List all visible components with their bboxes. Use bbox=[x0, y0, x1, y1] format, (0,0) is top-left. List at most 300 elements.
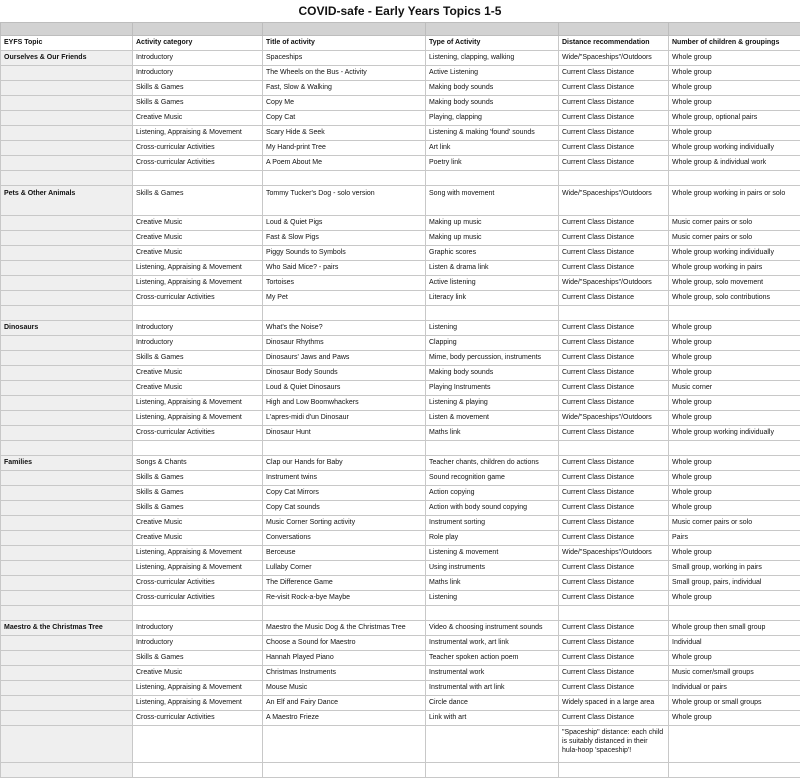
empty-cell[interactable] bbox=[559, 171, 669, 186]
activity-cell[interactable]: What's the Noise? bbox=[263, 321, 426, 336]
type-cell[interactable]: Listening bbox=[426, 591, 559, 606]
activity-cell[interactable]: Dinosaur Hunt bbox=[263, 426, 426, 441]
category-cell[interactable]: Cross-curricular Activities bbox=[133, 291, 263, 306]
empty-cell[interactable] bbox=[559, 606, 669, 621]
activity-cell[interactable]: Copy Cat sounds bbox=[263, 501, 426, 516]
table-row bbox=[1, 426, 800, 441]
distance-cell[interactable]: Current Class Distance bbox=[559, 81, 669, 96]
category-cell[interactable]: Skills & Games bbox=[133, 471, 263, 486]
type-cell[interactable]: Active Listening bbox=[426, 66, 559, 81]
groups-cell[interactable]: Whole group bbox=[669, 336, 800, 351]
empty-cell[interactable] bbox=[559, 763, 669, 778]
category-cell[interactable]: Listening, Appraising & Movement bbox=[133, 126, 263, 141]
topic-cell[interactable]: Dinosaurs bbox=[1, 321, 133, 336]
groups-cell[interactable]: Whole group bbox=[669, 96, 800, 111]
category-cell[interactable]: Creative Music bbox=[133, 111, 263, 126]
groups-cell[interactable]: Whole group bbox=[669, 546, 800, 561]
type-cell[interactable]: Making up music bbox=[426, 216, 559, 231]
distance-cell[interactable]: Current Class Distance bbox=[559, 231, 669, 246]
activity-cell[interactable]: Music Corner Sorting activity bbox=[263, 516, 426, 531]
topic-cell-empty[interactable] bbox=[1, 546, 133, 561]
category-cell[interactable]: Creative Music bbox=[133, 216, 263, 231]
groups-cell[interactable]: Individual or pairs bbox=[669, 681, 800, 696]
type-cell[interactable]: Maths link bbox=[426, 426, 559, 441]
category-cell[interactable]: Creative Music bbox=[133, 516, 263, 531]
groups-cell[interactable]: Whole group bbox=[669, 471, 800, 486]
distance-cell[interactable]: Current Class Distance bbox=[559, 261, 669, 276]
activity-cell[interactable]: Christmas Instruments bbox=[263, 666, 426, 681]
table-row bbox=[1, 66, 800, 81]
activity-cell[interactable]: Maestro the Music Dog & the Christmas Tree bbox=[263, 621, 426, 636]
groups-cell[interactable]: Whole group bbox=[669, 81, 800, 96]
groups-cell[interactable]: Whole group, solo movement bbox=[669, 276, 800, 291]
activity-cell[interactable]: Dinosaur Rhythms bbox=[263, 336, 426, 351]
groups-cell[interactable]: Whole group working individually bbox=[669, 141, 800, 156]
activity-cell[interactable]: Lullaby Corner bbox=[263, 561, 426, 576]
distance-cell[interactable]: Current Class Distance bbox=[559, 561, 669, 576]
topic-cell-empty[interactable] bbox=[1, 216, 133, 231]
distance-cell[interactable]: Wide/"Spaceships"/Outdoors bbox=[559, 276, 669, 291]
groups-cell[interactable]: Whole group, solo contributions bbox=[669, 291, 800, 306]
topic-cell-empty[interactable] bbox=[1, 531, 133, 546]
distance-cell[interactable]: Current Class Distance bbox=[559, 111, 669, 126]
activity-cell[interactable]: My Hand-print Tree bbox=[263, 141, 426, 156]
activity-cell[interactable]: Choose a Sound for Maestro bbox=[263, 636, 426, 651]
distance-cell[interactable]: Current Class Distance bbox=[559, 621, 669, 636]
distance-cell[interactable]: Current Class Distance bbox=[559, 351, 669, 366]
type-cell[interactable]: Art link bbox=[426, 141, 559, 156]
activity-cell[interactable]: Copy Me bbox=[263, 96, 426, 111]
category-cell[interactable]: Cross-curricular Activities bbox=[133, 591, 263, 606]
category-cell[interactable]: Creative Music bbox=[133, 366, 263, 381]
empty-cell[interactable] bbox=[1, 726, 133, 763]
type-cell[interactable]: Teacher spoken action poem bbox=[426, 651, 559, 666]
groups-cell[interactable]: Whole group bbox=[669, 711, 800, 726]
category-cell[interactable]: Creative Music bbox=[133, 531, 263, 546]
topic-cell-empty[interactable] bbox=[1, 111, 133, 126]
distance-cell[interactable]: Current Class Distance bbox=[559, 156, 669, 171]
category-cell[interactable]: Introductory bbox=[133, 66, 263, 81]
activity-cell[interactable]: Clap our Hands for Baby bbox=[263, 456, 426, 471]
groups-cell[interactable]: Whole group or small groups bbox=[669, 696, 800, 711]
empty-cell[interactable] bbox=[559, 306, 669, 321]
table-row bbox=[1, 156, 800, 171]
empty-cell[interactable] bbox=[1, 606, 133, 621]
topic-cell-empty[interactable] bbox=[1, 66, 133, 81]
category-cell[interactable]: Introductory bbox=[133, 321, 263, 336]
distance-cell[interactable]: Current Class Distance bbox=[559, 516, 669, 531]
activity-cell[interactable]: Hannah Played Piano bbox=[263, 651, 426, 666]
category-cell[interactable]: Creative Music bbox=[133, 231, 263, 246]
type-cell[interactable]: Active listening bbox=[426, 276, 559, 291]
empty-cell[interactable] bbox=[426, 171, 559, 186]
table-row bbox=[1, 456, 800, 471]
distance-cell[interactable]: Current Class Distance bbox=[559, 501, 669, 516]
topic-cell-empty[interactable] bbox=[1, 381, 133, 396]
distance-cell[interactable]: Current Class Distance bbox=[559, 96, 669, 111]
header-category[interactable]: Activity category bbox=[133, 36, 263, 51]
empty-cell[interactable] bbox=[669, 726, 800, 763]
groups-cell[interactable]: Whole group bbox=[669, 486, 800, 501]
topic-cell-empty[interactable] bbox=[1, 501, 133, 516]
activity-cell[interactable]: Mouse Music bbox=[263, 681, 426, 696]
empty-cell[interactable] bbox=[263, 763, 426, 778]
header-groups[interactable]: Number of children & groupings bbox=[669, 36, 800, 51]
type-cell[interactable]: Listening & playing bbox=[426, 396, 559, 411]
type-cell[interactable]: Mime, body percussion, instruments bbox=[426, 351, 559, 366]
table-row bbox=[1, 546, 800, 561]
distance-cell[interactable]: Current Class Distance bbox=[559, 486, 669, 501]
topic-cell[interactable]: Ourselves & Our Friends bbox=[1, 51, 133, 66]
type-cell[interactable]: Video & choosing instrument sounds bbox=[426, 621, 559, 636]
category-cell[interactable]: Introductory bbox=[133, 336, 263, 351]
table-row bbox=[1, 186, 800, 216]
header-topic[interactable]: EYFS Topic bbox=[1, 36, 133, 51]
distance-cell[interactable]: Widely spaced in a large area bbox=[559, 696, 669, 711]
type-cell[interactable]: Playing Instruments bbox=[426, 381, 559, 396]
category-cell[interactable]: Listening, Appraising & Movement bbox=[133, 276, 263, 291]
distance-cell[interactable]: Current Class Distance bbox=[559, 456, 669, 471]
activity-cell[interactable]: Instrument twins bbox=[263, 471, 426, 486]
type-cell[interactable]: Listening & making 'found' sounds bbox=[426, 126, 559, 141]
topic-cell-empty[interactable] bbox=[1, 366, 133, 381]
topic-cell[interactable]: Maestro & the Christmas Tree bbox=[1, 621, 133, 636]
groups-cell[interactable]: Music corner pairs or solo bbox=[669, 216, 800, 231]
activity-cell[interactable]: The Difference Game bbox=[263, 576, 426, 591]
header-distance[interactable]: Distance recommendation bbox=[559, 36, 669, 51]
category-cell[interactable]: Skills & Games bbox=[133, 651, 263, 666]
distance-cell[interactable]: Current Class Distance bbox=[559, 426, 669, 441]
distance-cell[interactable]: Current Class Distance bbox=[559, 711, 669, 726]
distance-cell[interactable]: Current Class Distance bbox=[559, 396, 669, 411]
type-cell[interactable]: Graphic scores bbox=[426, 246, 559, 261]
type-cell[interactable]: Literacy link bbox=[426, 291, 559, 306]
category-cell[interactable]: Cross-curricular Activities bbox=[133, 711, 263, 726]
table-row bbox=[1, 636, 800, 651]
category-cell[interactable]: Listening, Appraising & Movement bbox=[133, 411, 263, 426]
category-cell[interactable]: Cross-curricular Activities bbox=[133, 426, 263, 441]
topic-cell-empty[interactable] bbox=[1, 291, 133, 306]
topic-cell-empty[interactable] bbox=[1, 681, 133, 696]
type-cell[interactable]: Using instruments bbox=[426, 561, 559, 576]
groups-cell[interactable]: Whole group bbox=[669, 51, 800, 66]
groups-cell[interactable]: Whole group, optional pairs bbox=[669, 111, 800, 126]
topic-cell-empty[interactable] bbox=[1, 351, 133, 366]
distance-cell[interactable]: Current Class Distance bbox=[559, 651, 669, 666]
distance-cell[interactable]: Current Class Distance bbox=[559, 141, 669, 156]
empty-cell[interactable] bbox=[263, 606, 426, 621]
empty-cell[interactable] bbox=[426, 726, 559, 763]
empty-cell[interactable] bbox=[1, 441, 133, 456]
topic-cell-empty[interactable] bbox=[1, 396, 133, 411]
groups-cell[interactable]: Whole group & individual work bbox=[669, 156, 800, 171]
topic-cell-empty[interactable] bbox=[1, 516, 133, 531]
groups-cell[interactable]: Whole group bbox=[669, 321, 800, 336]
activity-cell[interactable]: The Wheels on the Bus - Activity bbox=[263, 66, 426, 81]
type-cell[interactable]: Listening bbox=[426, 321, 559, 336]
table-row bbox=[1, 96, 800, 111]
category-cell[interactable]: Listening, Appraising & Movement bbox=[133, 261, 263, 276]
distance-cell[interactable]: Current Class Distance bbox=[559, 666, 669, 681]
distance-cell[interactable]: Current Class Distance bbox=[559, 66, 669, 81]
category-cell[interactable]: Listening, Appraising & Movement bbox=[133, 696, 263, 711]
activity-cell[interactable]: High and Low Boomwhackers bbox=[263, 396, 426, 411]
groups-cell[interactable]: Whole group bbox=[669, 456, 800, 471]
table-row bbox=[1, 666, 800, 681]
empty-cell[interactable] bbox=[263, 171, 426, 186]
topic-cell-empty[interactable] bbox=[1, 651, 133, 666]
activity-cell[interactable]: A Maestro Frieze bbox=[263, 711, 426, 726]
empty-cell[interactable] bbox=[263, 306, 426, 321]
groups-cell[interactable]: Whole group bbox=[669, 591, 800, 606]
topic-cell-empty[interactable] bbox=[1, 411, 133, 426]
groups-cell[interactable]: Whole group bbox=[669, 396, 800, 411]
table-row bbox=[1, 51, 800, 66]
groups-cell[interactable]: Whole group bbox=[669, 366, 800, 381]
activity-cell[interactable]: Dinosaur Body Sounds bbox=[263, 366, 426, 381]
topic-cell-empty[interactable] bbox=[1, 96, 133, 111]
activity-cell[interactable]: Scary Hide & Seek bbox=[263, 126, 426, 141]
activity-cell[interactable]: Fast & Slow Pigs bbox=[263, 231, 426, 246]
empty-cell[interactable] bbox=[669, 441, 800, 456]
groups-cell[interactable]: Individual bbox=[669, 636, 800, 651]
distance-cell[interactable]: Current Class Distance bbox=[559, 336, 669, 351]
distance-cell[interactable]: Current Class Distance bbox=[559, 126, 669, 141]
distance-cell[interactable]: Current Class Distance bbox=[559, 381, 669, 396]
groups-cell[interactable]: Whole group working individually bbox=[669, 426, 800, 441]
groups-cell[interactable]: Whole group then small group bbox=[669, 621, 800, 636]
type-cell[interactable]: Listening, clapping, walking bbox=[426, 51, 559, 66]
category-cell[interactable]: Skills & Games bbox=[133, 186, 263, 216]
activity-cell[interactable]: L'apres-midi d'un Dinosaur bbox=[263, 411, 426, 426]
type-cell[interactable]: Action with body sound copying bbox=[426, 501, 559, 516]
table-row bbox=[1, 711, 800, 726]
type-cell[interactable]: Song with movement bbox=[426, 186, 559, 216]
empty-cell[interactable] bbox=[263, 726, 426, 763]
category-cell[interactable]: Introductory bbox=[133, 51, 263, 66]
topic-cell-empty[interactable] bbox=[1, 471, 133, 486]
type-cell[interactable]: Circle dance bbox=[426, 696, 559, 711]
category-cell[interactable]: Skills & Games bbox=[133, 351, 263, 366]
groups-cell[interactable]: Music corner/small groups bbox=[669, 666, 800, 681]
topic-cell-empty[interactable] bbox=[1, 246, 133, 261]
topic-cell-empty[interactable] bbox=[1, 591, 133, 606]
topic-cell-empty[interactable] bbox=[1, 561, 133, 576]
groups-cell[interactable]: Whole group working in pairs bbox=[669, 261, 800, 276]
distance-cell[interactable]: Current Class Distance bbox=[559, 531, 669, 546]
category-cell[interactable]: Listening, Appraising & Movement bbox=[133, 561, 263, 576]
distance-cell[interactable]: Wide/"Spaceships"/Outdoors bbox=[559, 411, 669, 426]
type-cell[interactable]: Making body sounds bbox=[426, 81, 559, 96]
type-cell[interactable]: Listen & drama link bbox=[426, 261, 559, 276]
category-cell[interactable]: Skills & Games bbox=[133, 501, 263, 516]
spacer-row bbox=[1, 441, 800, 456]
topic-cell-empty[interactable] bbox=[1, 81, 133, 96]
topic-cell-empty[interactable] bbox=[1, 156, 133, 171]
groups-cell[interactable]: Whole group working in pairs or solo bbox=[669, 186, 800, 216]
activity-cell[interactable]: Dinosaurs' Jaws and Paws bbox=[263, 351, 426, 366]
empty-cell[interactable] bbox=[1, 763, 133, 778]
activity-cell[interactable]: An Elf and Fairy Dance bbox=[263, 696, 426, 711]
type-cell[interactable]: Making up music bbox=[426, 231, 559, 246]
groups-cell[interactable]: Whole group bbox=[669, 651, 800, 666]
activity-cell[interactable]: Conversations bbox=[263, 531, 426, 546]
distance-cell[interactable]: Wide/"Spaceships"/Outdoors bbox=[559, 186, 669, 216]
type-cell[interactable]: Playing, clapping bbox=[426, 111, 559, 126]
category-cell[interactable]: Songs & Chants bbox=[133, 456, 263, 471]
groups-cell[interactable]: Whole group bbox=[669, 351, 800, 366]
type-cell[interactable]: Maths link bbox=[426, 576, 559, 591]
empty-cell[interactable] bbox=[133, 606, 263, 621]
type-cell[interactable]: Instrumental with art link bbox=[426, 681, 559, 696]
category-cell[interactable]: Listening, Appraising & Movement bbox=[133, 396, 263, 411]
topic-cell-empty[interactable] bbox=[1, 336, 133, 351]
topic-cell-empty[interactable] bbox=[1, 261, 133, 276]
empty-cell[interactable] bbox=[669, 306, 800, 321]
type-cell[interactable]: Sound recognition game bbox=[426, 471, 559, 486]
topic-cell-empty[interactable] bbox=[1, 711, 133, 726]
distance-cell[interactable]: Current Class Distance bbox=[559, 576, 669, 591]
empty-cell[interactable] bbox=[426, 606, 559, 621]
topic-cell-empty[interactable] bbox=[1, 276, 133, 291]
distance-cell[interactable]: Current Class Distance bbox=[559, 366, 669, 381]
activity-cell[interactable]: Spaceships bbox=[263, 51, 426, 66]
header-activity[interactable]: Title of activity bbox=[263, 36, 426, 51]
category-cell[interactable]: Listening, Appraising & Movement bbox=[133, 681, 263, 696]
groups-cell[interactable]: Whole group bbox=[669, 411, 800, 426]
groups-cell[interactable]: Whole group bbox=[669, 501, 800, 516]
activity-cell[interactable]: Copy Cat bbox=[263, 111, 426, 126]
type-cell[interactable]: Listen & movement bbox=[426, 411, 559, 426]
distance-cell[interactable]: Current Class Distance bbox=[559, 291, 669, 306]
distance-cell[interactable]: Current Class Distance bbox=[559, 471, 669, 486]
topic-cell-empty[interactable] bbox=[1, 141, 133, 156]
empty-cell[interactable] bbox=[263, 441, 426, 456]
activity-cell[interactable]: Piggy Sounds to Symbols bbox=[263, 246, 426, 261]
category-cell[interactable]: Cross-curricular Activities bbox=[133, 141, 263, 156]
empty-cell[interactable] bbox=[426, 306, 559, 321]
activity-cell[interactable]: Tommy Tucker's Dog - solo version bbox=[263, 186, 426, 216]
empty-cell[interactable] bbox=[133, 441, 263, 456]
activity-cell[interactable]: Loud & Quiet Pigs bbox=[263, 216, 426, 231]
activity-cell[interactable]: Tortoises bbox=[263, 276, 426, 291]
header-type[interactable]: Type of Activity bbox=[426, 36, 559, 51]
type-cell[interactable]: Poetry link bbox=[426, 156, 559, 171]
topic-cell-empty[interactable] bbox=[1, 126, 133, 141]
footnote-cell[interactable]: "Spaceship" distance: each child is suitably distanced in their hula-hoop 'spaceship'! bbox=[559, 726, 669, 763]
category-cell[interactable]: Skills & Games bbox=[133, 81, 263, 96]
groups-cell[interactable]: Music corner pairs or solo bbox=[669, 231, 800, 246]
distance-cell[interactable]: Wide/"Spaceships"/Outdoors bbox=[559, 51, 669, 66]
type-cell[interactable]: Making body sounds bbox=[426, 96, 559, 111]
empty-cell[interactable] bbox=[133, 726, 263, 763]
type-cell[interactable]: Clapping bbox=[426, 336, 559, 351]
distance-cell[interactable]: Current Class Distance bbox=[559, 636, 669, 651]
groups-cell[interactable]: Small group, pairs, individual bbox=[669, 576, 800, 591]
activity-cell[interactable]: A Poem About Me bbox=[263, 156, 426, 171]
type-cell[interactable]: Action copying bbox=[426, 486, 559, 501]
activity-cell[interactable]: Re-visit Rock-a-bye Maybe bbox=[263, 591, 426, 606]
empty-cell[interactable] bbox=[426, 441, 559, 456]
table-row bbox=[1, 621, 800, 636]
topic-cell-empty[interactable] bbox=[1, 231, 133, 246]
table-row bbox=[1, 321, 800, 336]
type-cell[interactable]: Teacher chants, children do actions bbox=[426, 456, 559, 471]
activity-cell[interactable]: Fast, Slow & Walking bbox=[263, 81, 426, 96]
category-cell[interactable]: Skills & Games bbox=[133, 486, 263, 501]
type-cell[interactable]: Instrument sorting bbox=[426, 516, 559, 531]
empty-cell[interactable] bbox=[669, 606, 800, 621]
distance-cell[interactable]: Current Class Distance bbox=[559, 246, 669, 261]
empty-cell[interactable] bbox=[669, 171, 800, 186]
empty-cell[interactable] bbox=[1, 306, 133, 321]
category-cell[interactable]: Creative Music bbox=[133, 381, 263, 396]
distance-cell[interactable]: Current Class Distance bbox=[559, 591, 669, 606]
table-row bbox=[1, 126, 800, 141]
topic-cell[interactable]: Families bbox=[1, 456, 133, 471]
groups-cell[interactable]: Whole group bbox=[669, 126, 800, 141]
table-row bbox=[1, 366, 800, 381]
topic-cell-empty[interactable] bbox=[1, 636, 133, 651]
activity-cell[interactable]: Berceuse bbox=[263, 546, 426, 561]
topic-cell-empty[interactable] bbox=[1, 486, 133, 501]
activity-cell[interactable]: Who Said Mice? - pairs bbox=[263, 261, 426, 276]
activity-cell[interactable]: Copy Cat Mirrors bbox=[263, 486, 426, 501]
empty-cell[interactable] bbox=[559, 441, 669, 456]
distance-cell[interactable]: Wide/"Spaceships"/Outdoors bbox=[559, 546, 669, 561]
type-cell[interactable]: Instrumental work bbox=[426, 666, 559, 681]
type-cell[interactable]: Making body sounds bbox=[426, 366, 559, 381]
category-cell[interactable]: Creative Music bbox=[133, 246, 263, 261]
empty-cell[interactable] bbox=[133, 171, 263, 186]
distance-cell[interactable]: Current Class Distance bbox=[559, 216, 669, 231]
category-cell[interactable]: Listening, Appraising & Movement bbox=[133, 546, 263, 561]
topic-cell-empty[interactable] bbox=[1, 576, 133, 591]
type-cell[interactable]: Role play bbox=[426, 531, 559, 546]
category-cell[interactable]: Cross-curricular Activities bbox=[133, 576, 263, 591]
type-cell[interactable]: Listening & movement bbox=[426, 546, 559, 561]
activity-cell[interactable]: Loud & Quiet Dinosaurs bbox=[263, 381, 426, 396]
empty-cell[interactable] bbox=[426, 763, 559, 778]
category-cell[interactable]: Skills & Games bbox=[133, 96, 263, 111]
groups-cell[interactable]: Music corner bbox=[669, 381, 800, 396]
topic-cell-empty[interactable] bbox=[1, 666, 133, 681]
activity-cell[interactable]: My Pet bbox=[263, 291, 426, 306]
topic-cell-empty[interactable] bbox=[1, 696, 133, 711]
type-cell[interactable]: Instrumental work, art link bbox=[426, 636, 559, 651]
empty-cell[interactable] bbox=[1, 171, 133, 186]
groups-cell[interactable]: Music corner pairs or solo bbox=[669, 516, 800, 531]
groups-cell[interactable]: Whole group bbox=[669, 66, 800, 81]
category-cell[interactable]: Introductory bbox=[133, 621, 263, 636]
category-cell[interactable]: Introductory bbox=[133, 636, 263, 651]
topic-cell[interactable]: Pets & Other Animals bbox=[1, 186, 133, 216]
distance-cell[interactable]: Current Class Distance bbox=[559, 321, 669, 336]
empty-cell[interactable] bbox=[133, 306, 263, 321]
category-cell[interactable]: Creative Music bbox=[133, 666, 263, 681]
empty-cell[interactable] bbox=[133, 763, 263, 778]
groups-cell[interactable]: Pairs bbox=[669, 531, 800, 546]
category-cell[interactable]: Cross-curricular Activities bbox=[133, 156, 263, 171]
table-row bbox=[1, 231, 800, 246]
type-cell[interactable]: Link with art bbox=[426, 711, 559, 726]
empty-cell[interactable] bbox=[669, 763, 800, 778]
topic-cell-empty[interactable] bbox=[1, 426, 133, 441]
distance-cell[interactable]: Current Class Distance bbox=[559, 681, 669, 696]
groups-cell[interactable]: Whole group working individually bbox=[669, 246, 800, 261]
table-row bbox=[1, 651, 800, 666]
groups-cell[interactable]: Small group, working in pairs bbox=[669, 561, 800, 576]
